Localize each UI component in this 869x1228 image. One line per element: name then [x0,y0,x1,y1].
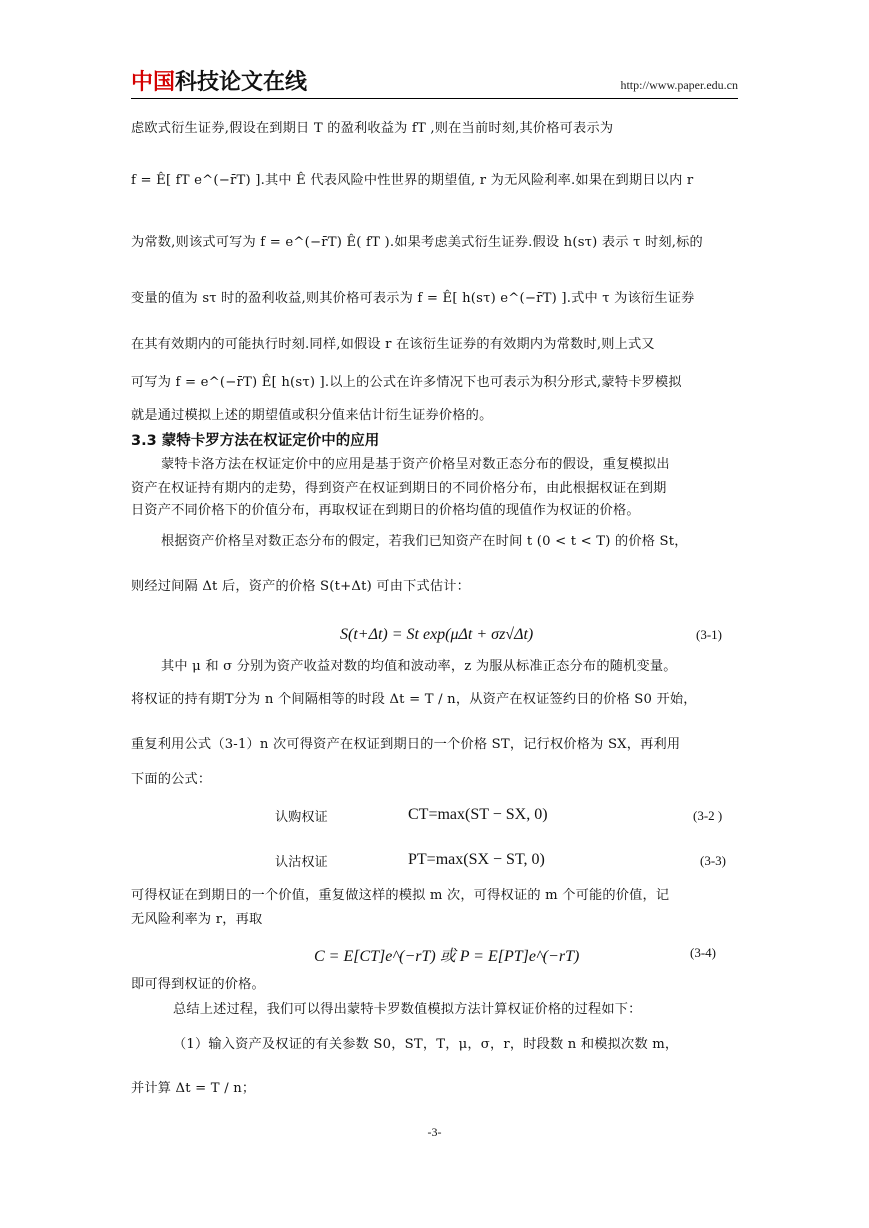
text-line: 其中 μ 和 σ 分别为资产收益对数的均值和波动率，z 为服从标准正态分布的随机变量。 [161,659,677,674]
text-line: 在其有效期内的可能执行时刻.同样,如假设 r 在该衍生证券的有效期内为常数时,则上式又 [131,337,655,352]
equation-3-1: S(t+Δt) = St exp(μΔt + σz√Δt) [340,626,534,643]
journal-logo: 中国科技论文在线 [131,70,308,95]
text-line: 资产在权证持有期内的走势，得到资产在权证到期日的不同价格分布，由此根据权证在到期 [131,481,667,496]
text-line: 日资产不同价格下的价值分布，再取权证在到期日的价格均值的现值作为权证的价格。 [131,503,640,518]
equation-number: (3-3) [700,853,726,868]
text-line: 重复利用公式（3-1）n 次可得资产在权证到期日的一个价格 ST，记行权价格为 SX，再利用 [131,737,681,752]
text-line: 将权证的持有期T分为 n 个间隔相等的时段 Δt = T / n，从资产在权证签约日的价格 S0 开始， [131,692,697,707]
text-line: 并计算 Δt = T / n； [131,1081,256,1096]
equation-number: (3-1) [696,627,722,642]
text-line: 可写为 f = e^(−r̄T) Ê[ h(sτ) ].以上的公式在许多情况下也可表示为积分形式,蒙特卡罗模拟 [131,375,682,390]
text-line: 可得权证在到期日的一个价值，重复做这样的模拟 m 次，可得权证的 m 个可能的价值，记 [131,888,670,903]
text-line: 变量的值为 sτ 时的盈利收益,则其价格可表示为 f = Ê[ h(sτ) e^(−r̄T) ].式中 τ 为该衍生证券 [131,291,695,306]
text-line: f = Ê[ fT e^(−r̄T) ].其中 Ê 代表风险中性世界的期望值, r 为无风险利率.如果在到期日以内 r [131,173,694,188]
text-line: 下面的公式： [131,772,212,787]
page-number: -3- [427,1125,442,1139]
equation-number: (3-4) [690,945,716,960]
call-warrant-label: 认购权证 [275,810,328,825]
text-line: 就是通过模拟上述的期望值或积分值来估计衍生证券价格的。 [131,408,493,423]
text-line: 总结上述过程，我们可以得出蒙特卡罗数值模拟方法计算权证价格的过程如下： [173,1002,642,1017]
text-line: 则经过间隔 Δt 后，资产的价格 S(t+Δt) 可由下式估计： [131,579,471,594]
text-line: 即可得到权证的价格。 [131,977,265,992]
text-line: 无风险利率为 r，再取 [131,912,263,927]
equation-3-2: CT=max(ST − SX, 0) [408,806,548,823]
equation-3-3: PT=max(SX − ST, 0) [408,851,545,868]
text-line: 根据资产价格呈对数正态分布的假定，若我们已知资产在时间 t (0 < t < T) 的价格 St， [161,534,688,549]
header-divider [131,98,738,99]
text-line: 虑欧式衍生证券,假设在到期日 T 的盈利收益为 fT ,则在当前时刻,其价格可表示为 [131,121,614,136]
text-line: 蒙特卡洛方法在权证定价中的应用是基于资产价格呈对数正态分布的假设，重复模拟出 [161,457,670,472]
header-url: http://www.paper.edu.cn [620,78,738,92]
equation-number: (3-2 ) [693,808,723,823]
text-line: （1）输入资产及权证的有关参数 S0，ST，T，μ，σ，r，时段数 n 和模拟次数 m， [173,1037,679,1052]
section-heading: 3.3 蒙特卡罗方法在权证定价中的应用 [131,433,380,449]
equation-3-4: C = E[CT]e^(−rT) 或 P = E[PT]e^(−rT) [314,948,580,965]
text-line: 为常数,则该式可写为 f = e^(−r̄T) Ê( fT ).如果考虑美式衍生证券.假设 h(sτ) 表示 τ 时刻,标的 [131,235,703,250]
put-warrant-label: 认沽权证 [275,855,328,870]
